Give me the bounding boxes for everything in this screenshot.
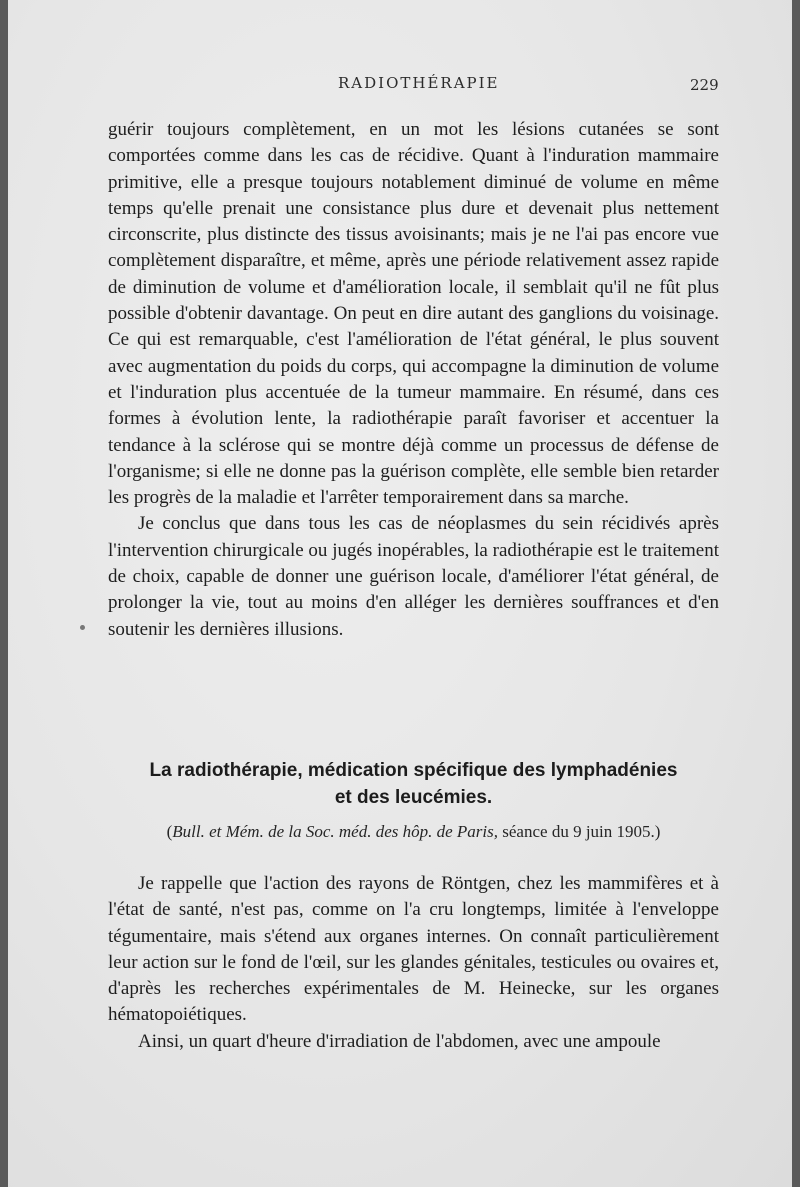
paragraph-continued: guérir toujours complètement, en un mot les lésions cutanées se sont comportées comme dans les cas de récidive. Quant à l'induration mammaire primitive, elle a presque toujours notablement diminué de volume en même temps qu'elle prenait une consistance plus dure et devenait plus nettement circonscrite, plus distincte des tissus avoisinants; mais je ne l'ai pas encore vue complètement disparaître, et même, après une période relativement assez rapide de diminution de volume et d'amélioration locale, il semblait qu'il ne fût plus possible d'obtenir davantage. On peut en dire autant des ganglions du voisinage. Ce qui est remarquable, c'est l'amélioration de l'état général, le plus souvent avec augmentation du poids du corps, qui accompagne la diminution de volume et l'induration plus accentuée de la tumeur mammaire. En résumé, dans ces formes à évolution lente, la radiothérapie paraît favoriser et accentuer la tendance à la sclérose qui se montre déjà comme un processus de défense de l'organisme; si elle ne donne pas la guérison complète, elle semble bien retarder les progrès de la maladie et l'arrêter temporairement dans sa marche. — [108, 119, 719, 509]
margin-speck — [80, 625, 85, 630]
page-header — [8, 74, 792, 98]
body-text — [108, 117, 719, 643]
paragraph-rontgen: Je rappelle que l'action des rayons de Röntgen, chez les mammifères et à l'état de santé, n'est pas, comme on l'a cru longtemps, limitée à l'enveloppe tégumentaire, mais s'étend aux organes internes. On connaît particulièrement leur action sur le fond de l'œil, sur les glandes génitales, testicules ou ovaires et, d'après les recherches expérimentales de M. Heinecke, sur les organes hématopoiétiques. — [108, 873, 719, 1026]
citation-open: ( — [166, 822, 173, 841]
book-page — [8, 0, 792, 1187]
paragraph-irradiation: Ainsi, un quart d'heure d'irradiation de l'abdomen, avec une ampoule — [138, 1030, 661, 1052]
page-number: 229 — [690, 76, 719, 94]
paragraph-conclusion: Je conclus que dans tous les cas de néoplasmes du sein récidivés après l'intervention chirurgicale ou jugés inopérables, la radiothérapie est le traitement de choix, capable de donner une guérison locale, d'améliorer l'état général, de prolonger la vie, tout au moins d'en alléger les dernières souffrances et d'en soutenir les dernières illusions. — [108, 513, 719, 640]
citation-date: séance du 9 juin 1905.) — [498, 822, 661, 841]
section-heading — [108, 757, 719, 811]
section-heading-line-1: La radiothérapie, médication spécifique des lymphadénies — [149, 760, 678, 781]
citation-source: Bull. et Mém. de la Soc. méd. des hôp. de Paris, — [172, 822, 499, 841]
section-citation — [108, 822, 719, 842]
section-body-text — [108, 871, 719, 1055]
section-heading-line-2: et des leucémies. — [334, 787, 493, 808]
running-title: RADIOTHÉRAPIE — [338, 74, 500, 92]
